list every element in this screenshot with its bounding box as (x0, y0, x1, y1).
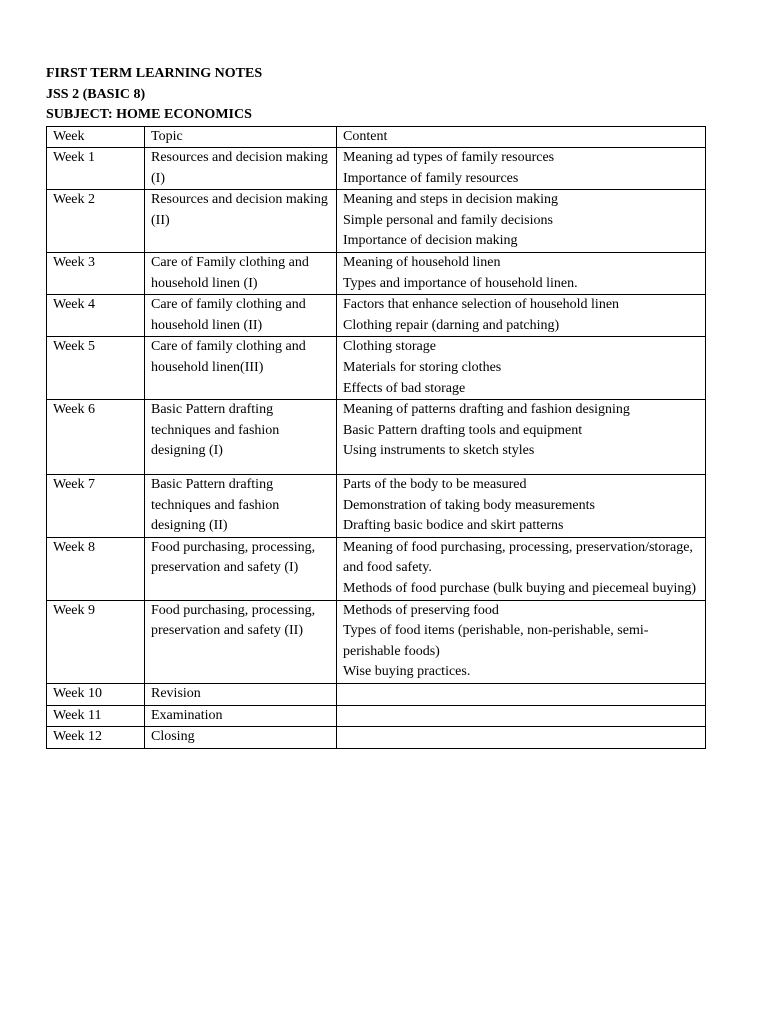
document-title: FIRST TERM LEARNING NOTES (46, 66, 263, 81)
cell-week: Week 11 (47, 705, 145, 727)
cell-topic: Food purchasing, processing, preservation and safety (I) (145, 537, 337, 600)
cell-week: Week 4 (47, 295, 145, 337)
table-row (47, 705, 706, 727)
cell-content (337, 705, 706, 727)
cell-topic: Closing (145, 727, 337, 749)
table-row (47, 148, 706, 190)
content-line: Importance of decision making (343, 233, 518, 249)
content-line: Effects of bad storage (343, 380, 466, 396)
cell-topic: Revision (145, 683, 337, 705)
content-line: Basic Pattern drafting tools and equipment (343, 422, 583, 438)
cell-week: Week 12 (47, 727, 145, 749)
table-row (47, 600, 706, 683)
column-header-content: Content (337, 126, 706, 148)
cell-content (337, 295, 706, 337)
table-row (47, 190, 706, 253)
content-line: Materials for storing clothes (343, 360, 502, 376)
cell-content (337, 537, 706, 600)
cell-topic: Care of family clothing and household linen(III) (145, 337, 337, 400)
content-line: Clothing storage (343, 339, 436, 355)
cell-week: Week 5 (47, 337, 145, 400)
cell-week: Week 1 (47, 148, 145, 190)
cell-topic: Basic Pattern drafting techniques and fashion designing (II) (145, 475, 337, 538)
table-body (47, 126, 706, 748)
table-row (47, 337, 706, 400)
content-line: Meaning of patterns drafting and fashion designing (343, 402, 630, 418)
class-label: JSS 2 (BASIC 8) (46, 86, 146, 102)
content-line: Types of food items (perishable, non-perishable, semi-perishable foods) (343, 623, 649, 659)
content-line: Factors that enhance selection of household linen (343, 297, 620, 313)
cell-content (337, 190, 706, 253)
cell-content (337, 727, 706, 749)
scheme-table (46, 126, 706, 749)
cell-content (337, 475, 706, 538)
content-line: Using instruments to sketch styles (343, 443, 535, 459)
cell-content (337, 683, 706, 705)
content-line: Types and importance of household linen. (343, 275, 578, 291)
cell-topic: Food purchasing, processing, preservation and safety (II) (145, 600, 337, 683)
table-row (47, 400, 706, 475)
cell-week: Week 7 (47, 475, 145, 538)
content-line: Wise buying practices. (343, 664, 471, 680)
content-line: Importance of family resources (343, 170, 519, 186)
table-header-row (47, 126, 706, 148)
table-row (47, 475, 706, 538)
cell-content (337, 337, 706, 400)
content-line: Clothing repair (darning and patching) (343, 317, 560, 333)
cell-topic: Resources and decision making (I) (145, 148, 337, 190)
table-row (47, 727, 706, 749)
content-line: Meaning of household linen (343, 255, 501, 271)
column-header-week: Week (47, 126, 145, 148)
content-line: Meaning ad types of family resources (343, 150, 555, 166)
table-row (47, 295, 706, 337)
content-line: Simple personal and family decisions (343, 212, 553, 228)
content-line: Methods of preserving food (343, 602, 499, 618)
cell-week: Week 3 (47, 253, 145, 295)
cell-topic: Resources and decision making (II) (145, 190, 337, 253)
content-line: Meaning of food purchasing, processing, preservation/storage, and food safety. (343, 539, 693, 576)
cell-content (337, 400, 706, 475)
cell-topic: Care of family clothing and household linen (II) (145, 295, 337, 337)
content-line: Parts of the body to be measured (343, 477, 527, 492)
cell-week: Week 6 (47, 400, 145, 475)
cell-week: Week 2 (47, 190, 145, 253)
table-row (47, 537, 706, 600)
subject-label: SUBJECT: HOME ECONOMICS (46, 107, 252, 122)
cell-topic: Basic Pattern drafting techniques and fashion designing (I) (145, 400, 337, 475)
content-line: Methods of food purchase (bulk buying and piecemeal buying) (343, 580, 697, 596)
cell-content (337, 148, 706, 190)
content-line: Demonstration of taking body measurements (343, 497, 595, 513)
table-row (47, 683, 706, 705)
cell-week: Week 9 (47, 600, 145, 683)
cell-topic: Examination (145, 705, 337, 727)
cell-topic: Care of Family clothing and household linen (I) (145, 253, 337, 295)
content-line: Meaning and steps in decision making (343, 192, 559, 208)
cell-content (337, 253, 706, 295)
cell-content (337, 600, 706, 683)
table-row (47, 253, 706, 295)
cell-week: Week 10 (47, 683, 145, 705)
content-line: Drafting basic bodice and skirt patterns (343, 518, 564, 534)
column-header-topic: Topic (145, 126, 337, 148)
document-page (46, 64, 706, 749)
cell-week: Week 8 (47, 537, 145, 600)
